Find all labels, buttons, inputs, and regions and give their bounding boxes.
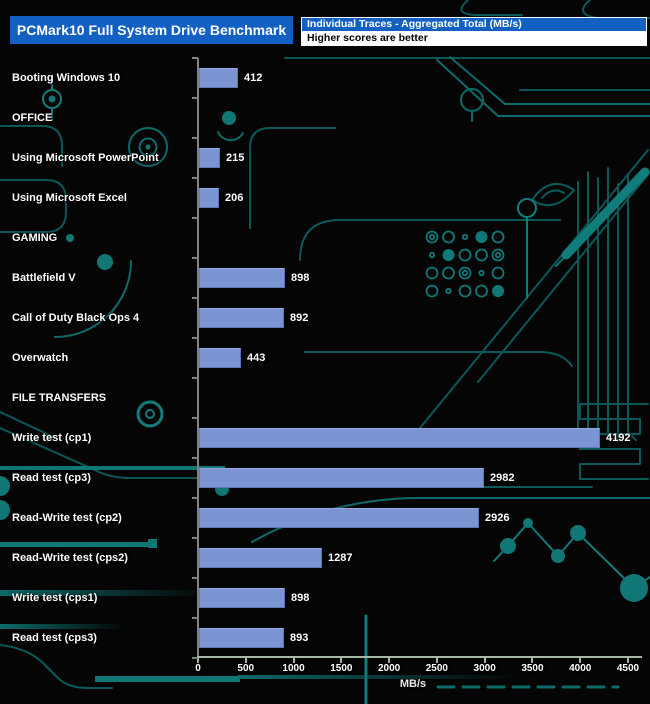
chart-title: PCMark10 Full System Drive Benchmark [16, 22, 287, 38]
y-axis-tick [192, 57, 198, 59]
y-axis-tick [192, 537, 198, 539]
category-label: Battlefield V [12, 272, 76, 284]
x-axis-tick-label: 4500 [616, 663, 640, 674]
bar [199, 428, 600, 448]
chart-title-box [10, 16, 293, 44]
category-label: Read test (cp3) [12, 472, 91, 484]
chart-row [0, 58, 650, 98]
x-axis-line [197, 656, 642, 658]
bar [199, 68, 238, 88]
category-label: Read test (cps3) [12, 632, 97, 644]
x-axis-tick-label: 3500 [521, 663, 544, 674]
y-axis-tick [192, 97, 198, 99]
bar [199, 268, 285, 288]
y-axis-tick [192, 337, 198, 339]
y-axis-tick [192, 137, 198, 139]
chart-row [0, 418, 650, 458]
y-axis-tick [192, 577, 198, 579]
category-label: Read-Write test (cp2) [12, 512, 122, 524]
x-axis-tick-label: 4000 [569, 663, 592, 674]
section-row [0, 378, 650, 418]
legend-box [301, 17, 647, 46]
y-axis-tick [192, 217, 198, 219]
bar [199, 148, 220, 168]
x-axis-tick-label: 1500 [330, 663, 353, 674]
y-axis-tick [192, 297, 198, 299]
chart-row [0, 458, 650, 498]
chart-row [0, 578, 650, 618]
y-axis-tick [192, 657, 198, 659]
y-axis-tick [192, 617, 198, 619]
section-label: OFFICE [12, 112, 53, 124]
x-axis-tick-label: 2500 [425, 663, 448, 674]
bar-value-label: 2926 [485, 512, 510, 524]
bar-value-label: 443 [247, 352, 266, 364]
chart-row [0, 618, 650, 658]
x-axis-tick-label: 1000 [282, 663, 305, 674]
chart-row [0, 498, 650, 538]
chart-row [0, 138, 650, 178]
chart-row [0, 338, 650, 378]
bar [199, 588, 285, 608]
bar [199, 628, 284, 648]
x-axis-tick-label: 3000 [473, 663, 496, 674]
bar-value-label: 206 [225, 192, 244, 204]
bar-value-label: 898 [291, 272, 310, 284]
category-label: Call of Duty Black Ops 4 [12, 312, 140, 324]
category-label: Using Microsoft Excel [12, 192, 127, 204]
category-label: Read-Write test (cps2) [12, 552, 128, 564]
y-axis-tick [192, 377, 198, 379]
chart-row [0, 178, 650, 218]
x-axis-title: MB/s [399, 678, 427, 690]
y-axis-tick [192, 457, 198, 459]
legend-subtitle: Individual Traces - Aggregated Total (MB/s) [302, 18, 646, 31]
category-label: Write test (cp1) [12, 432, 92, 444]
chart-row [0, 538, 650, 578]
y-axis-line [197, 58, 199, 658]
bar-value-label: 412 [244, 72, 263, 84]
bar [199, 188, 219, 208]
bar-value-label: 215 [226, 152, 245, 164]
category-label: Using Microsoft PowerPoint [12, 152, 159, 164]
y-axis-tick [192, 257, 198, 259]
chart-row [0, 258, 650, 298]
bar [199, 548, 322, 568]
x-axis-tick-label: 0 [195, 663, 201, 674]
bar [199, 348, 241, 368]
section-label: GAMING [12, 232, 58, 244]
x-axis-tick-label: 2000 [377, 663, 401, 674]
x-axis-tick-label: 500 [237, 663, 255, 674]
bar [199, 308, 284, 328]
bar-value-label: 898 [291, 592, 310, 604]
section-row [0, 98, 650, 138]
legend-note: Higher scores are better [302, 31, 646, 45]
bar-value-label: 893 [290, 632, 309, 644]
category-label: Booting Windows 10 [12, 72, 121, 84]
bar [199, 468, 484, 488]
section-row [0, 218, 650, 258]
bar [199, 508, 479, 528]
bar-value-label: 892 [290, 312, 309, 324]
category-label: Overwatch [12, 352, 69, 364]
chart-rows [0, 58, 650, 658]
category-label: Write test (cps1) [12, 592, 98, 604]
y-axis-tick [192, 177, 198, 179]
chart-row [0, 298, 650, 338]
bar-value-label: 4192 [606, 432, 631, 444]
bar-value-label: 1287 [328, 552, 353, 564]
bar-value-label: 2982 [490, 472, 515, 484]
y-axis-tick [192, 497, 198, 499]
section-label: FILE TRANSFERS [12, 392, 107, 404]
y-axis-tick [192, 417, 198, 419]
